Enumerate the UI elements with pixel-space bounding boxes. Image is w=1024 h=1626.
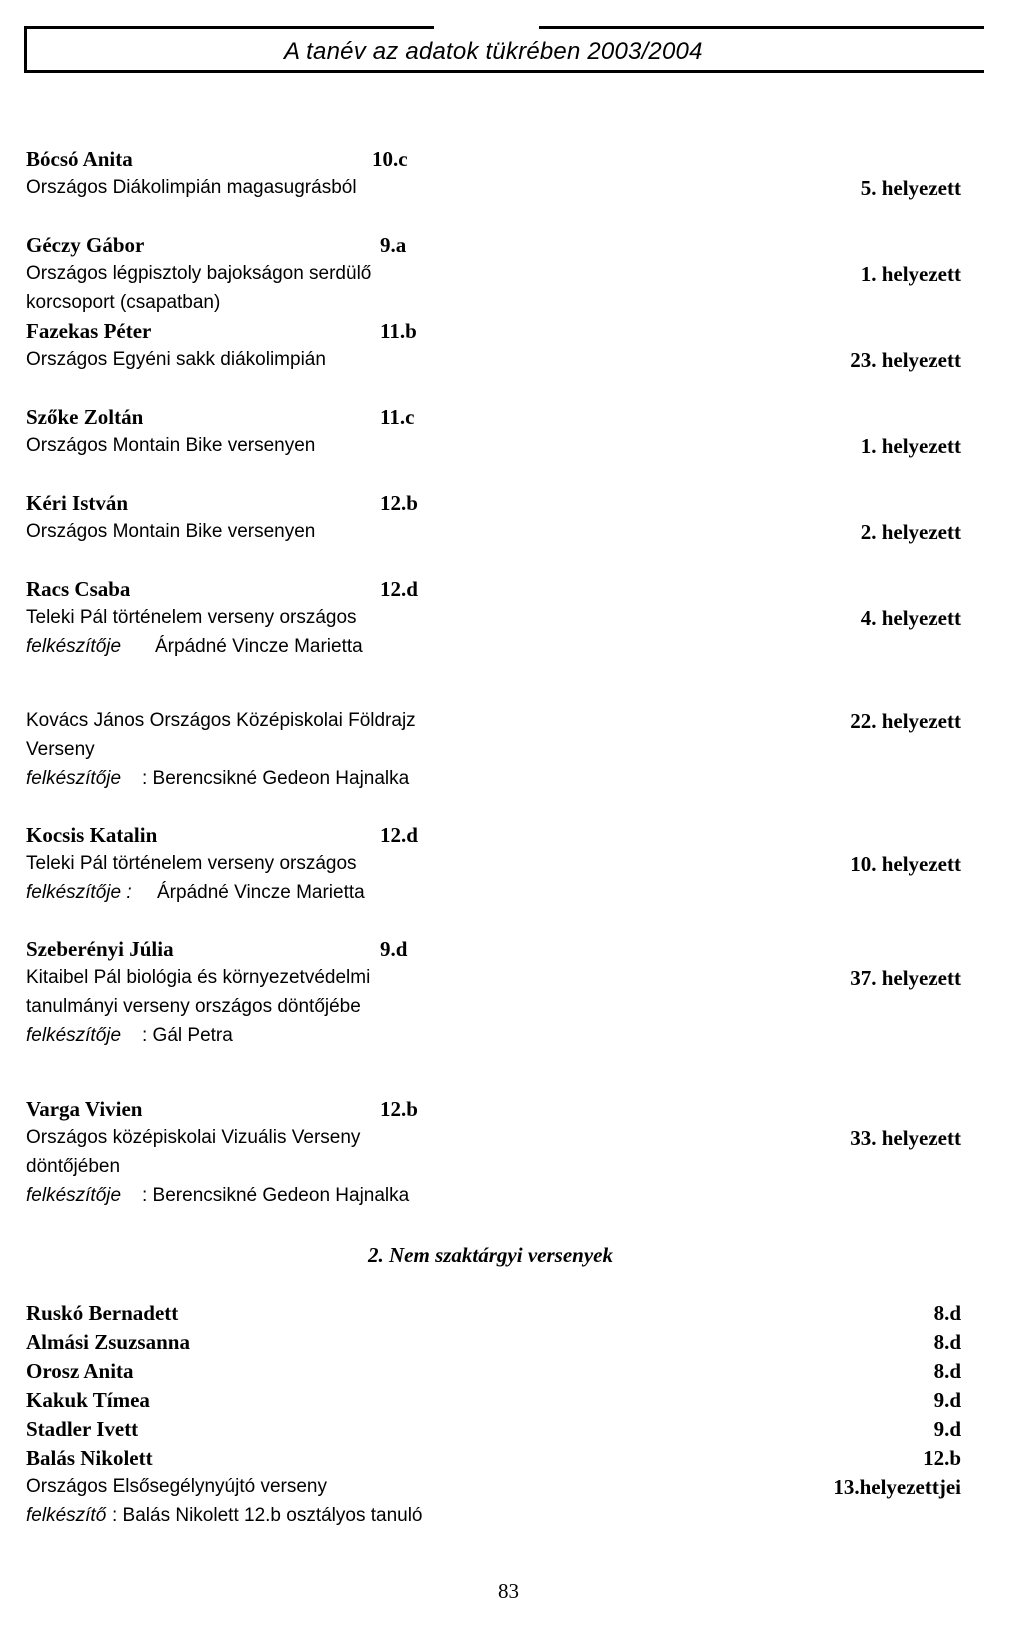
placement: 2. helyezett xyxy=(860,520,961,544)
member-name: Almási Zsuzsanna xyxy=(26,1330,190,1354)
student-class: 10.c xyxy=(372,147,408,171)
student-name: Racs Csaba xyxy=(26,577,131,601)
student-class: 11.b xyxy=(380,319,417,343)
teacher-label: felkészítője xyxy=(26,1185,122,1206)
placement: 10. helyezett xyxy=(850,852,961,876)
member-name: Orosz Anita xyxy=(26,1359,134,1383)
student-name: Kocsis Katalin xyxy=(26,823,158,847)
trainer-name: : Balás Nikolett 12.b osztályos tanuló xyxy=(112,1505,423,1526)
member-class: 12.b xyxy=(923,1446,961,1470)
header-rule-left xyxy=(24,26,27,70)
contest-text: Országos légpisztoly bajokságon serdülő xyxy=(26,263,372,284)
contest-text: Kitaibel Pál biológia és környezetvédelmi xyxy=(26,967,371,988)
section-heading: 2. Nem szaktárgyi versenyek xyxy=(368,1243,613,1267)
contest-text: korcsoport (csapatban) xyxy=(26,292,221,313)
teacher-label: felkészítője xyxy=(26,636,122,657)
member-name: Ruskó Bernadett xyxy=(26,1301,179,1325)
student-class: 9.d xyxy=(380,937,408,961)
student-name: Kéri István xyxy=(26,491,129,515)
trainer-label: felkészítő xyxy=(26,1505,107,1526)
student-class: 11.c xyxy=(380,405,415,429)
contest-text: Teleki Pál történelem verseny országos xyxy=(26,607,357,628)
placement: 4. helyezett xyxy=(860,606,961,630)
contest-text: Országos Montain Bike versenyen xyxy=(26,521,316,542)
contest-text: Kovács János Országos Középiskolai Földrajz xyxy=(26,710,416,731)
member-class: 9.d xyxy=(933,1388,961,1412)
teacher-label: felkészítője xyxy=(26,1025,122,1046)
placement: 5. helyezett xyxy=(860,176,961,200)
member-name: Stadler Ivett xyxy=(26,1417,139,1441)
student-name: Fazekas Péter xyxy=(26,319,152,343)
header-rule-bottom xyxy=(24,70,984,73)
member-name: Kakuk Tímea xyxy=(26,1388,150,1412)
contest-text: Országos Diákolimpián magasugrásból xyxy=(26,177,357,198)
header-title: A tanév az adatok tükrében 2003/2004 xyxy=(284,38,703,65)
contest-text: Országos középiskolai Vizuális Verseny xyxy=(26,1127,361,1148)
member-class: 8.d xyxy=(933,1359,961,1383)
contest-text: tanulmányi verseny országos döntőjébe xyxy=(26,996,361,1017)
student-name: Szőke Zoltán xyxy=(26,405,144,429)
student-name: Bócsó Anita xyxy=(26,147,133,171)
student-class: 12.b xyxy=(380,491,418,515)
contest-text: döntőjében xyxy=(26,1156,121,1177)
placement: 37. helyezett xyxy=(850,966,961,990)
student-class: 12.d xyxy=(380,823,418,847)
page-number: 83 xyxy=(498,1579,519,1603)
student-class: 12.b xyxy=(380,1097,418,1121)
member-class: 8.d xyxy=(933,1301,961,1325)
teacher-name: : Berencsikné Gedeon Hajnalka xyxy=(142,768,410,789)
placement: 1. helyezett xyxy=(860,434,961,458)
teacher-label: felkészítője : xyxy=(26,882,132,903)
contest-text: Verseny xyxy=(26,739,95,760)
student-name: Szeberényi Júlia xyxy=(26,937,174,961)
student-class: 9.a xyxy=(380,233,407,257)
student-name: Géczy Gábor xyxy=(26,233,145,257)
placement: 22. helyezett xyxy=(850,709,961,733)
teacher-name: Árpádné Vincze Marietta xyxy=(155,636,363,657)
student-class: 12.d xyxy=(380,577,418,601)
placement: 1. helyezett xyxy=(860,262,961,286)
contest-text: Országos Montain Bike versenyen xyxy=(26,435,316,456)
placement: 33. helyezett xyxy=(850,1126,961,1150)
teacher-name: Árpádné Vincze Marietta xyxy=(157,882,365,903)
contest-text: Országos Egyéni sakk diákolimpián xyxy=(26,349,326,370)
member-name: Balás Nikolett xyxy=(26,1446,153,1470)
teacher-name: : Gál Petra xyxy=(142,1025,233,1046)
teacher-label: felkészítője xyxy=(26,768,122,789)
placement: 13.helyezettjei xyxy=(833,1475,961,1499)
contest-text: Országos Elsősegélynyújtó verseny xyxy=(26,1476,327,1497)
placement: 23. helyezett xyxy=(850,348,961,372)
member-class: 8.d xyxy=(933,1330,961,1354)
page-header xyxy=(24,26,984,78)
contest-text: Teleki Pál történelem verseny országos xyxy=(26,853,357,874)
student-name: Varga Vivien xyxy=(26,1097,143,1121)
member-class: 9.d xyxy=(933,1417,961,1441)
teacher-name: : Berencsikné Gedeon Hajnalka xyxy=(142,1185,410,1206)
